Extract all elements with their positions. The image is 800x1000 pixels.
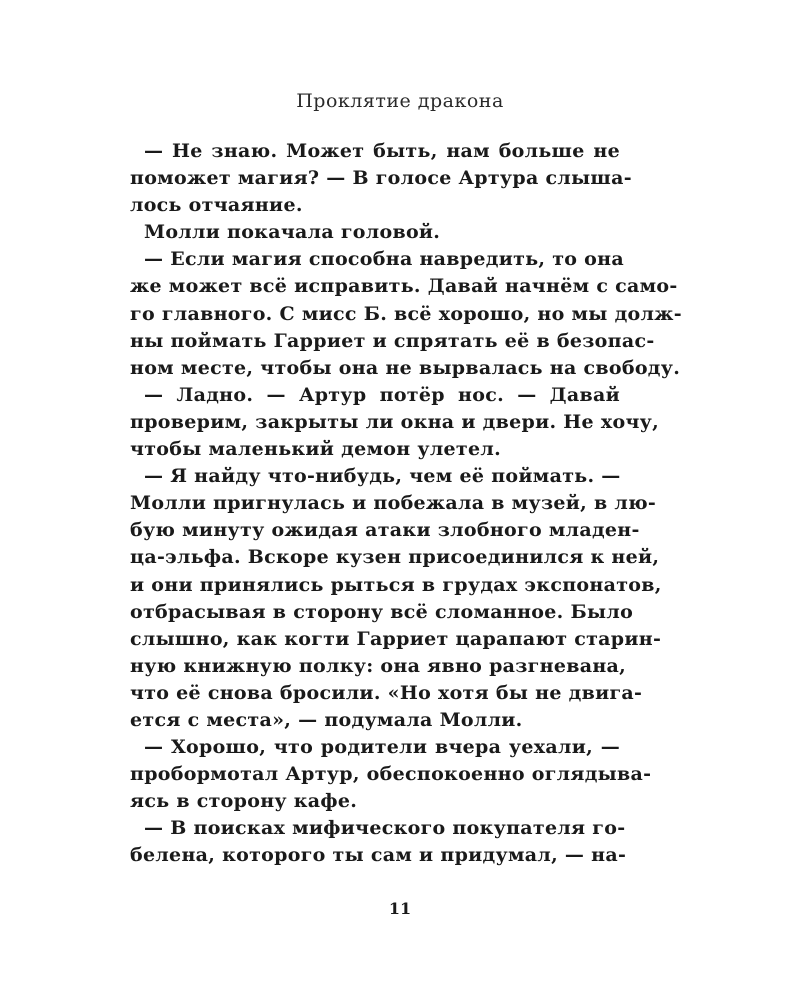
text-line: — Если магия способна навредить, то она xyxy=(144,248,624,271)
text-line: — В поисках мифического покупателя го- xyxy=(144,817,626,840)
text-line: — Хорошо, что родители вчера уехали, — xyxy=(144,736,620,759)
text-line: — Ладно. — Артур потёр нос. — Давай xyxy=(144,383,620,406)
text-line: отбрасывая в сторону всё сломанное. Было xyxy=(130,600,634,623)
text-line: чтобы маленький демон улетел. xyxy=(130,438,501,461)
running-header-title: Проклятие дракона xyxy=(296,90,504,112)
text-line: пробормотал Артур, обеспокоенно оглядыва- xyxy=(130,763,652,786)
text-line: проверим, закрыты ли окна и двери. Не хочу, xyxy=(130,410,660,433)
text-line: и они принялись рыться в грудах экспонатов, xyxy=(130,573,662,596)
text-line: бую минуту ожидая атаки злобного младен- xyxy=(130,519,640,542)
text-line: Молли покачала головой. xyxy=(144,221,441,244)
page-number: 11 xyxy=(388,899,412,918)
text-line: Молли пригнулась и побежала в музей, в лю- xyxy=(130,492,657,515)
text-line: ясь в сторону кафе. xyxy=(130,790,358,813)
text-line: ном месте, чтобы она не вырвалась на свободу. xyxy=(130,356,681,379)
text-line: слышно, как когти Гарриет царапают старин- xyxy=(130,627,662,650)
text-line: ны поймать Гарриет и спрятать её в безопас- xyxy=(130,329,655,352)
text-line: же может всё исправить. Давай начнём с само- xyxy=(130,275,678,298)
text-line: что её снова бросили. «Но хотя бы не двига- xyxy=(130,681,643,704)
text-line: — Не знаю. Может быть, нам больше не xyxy=(144,140,620,162)
text-line: ную книжную полку: она явно разгневана, xyxy=(130,654,627,677)
text-line: поможет магия? — В голосе Артура слыша- xyxy=(130,167,632,190)
body-text xyxy=(130,138,682,870)
text-line: го главного. С мисс Б. всё хорошо, но мы долж- xyxy=(130,302,682,325)
text-line: ца-эльфа. Вскоре кузен присоединился к ней, xyxy=(130,546,660,569)
text-line: белена, которого ты сам и придумал, — на- xyxy=(130,844,627,867)
text-line: лось отчаяние. xyxy=(130,194,303,217)
text-line: — Я найду что-нибудь, чем её поймать. — xyxy=(144,465,621,488)
text-line: ется с места», — подумала Молли. xyxy=(130,708,523,731)
